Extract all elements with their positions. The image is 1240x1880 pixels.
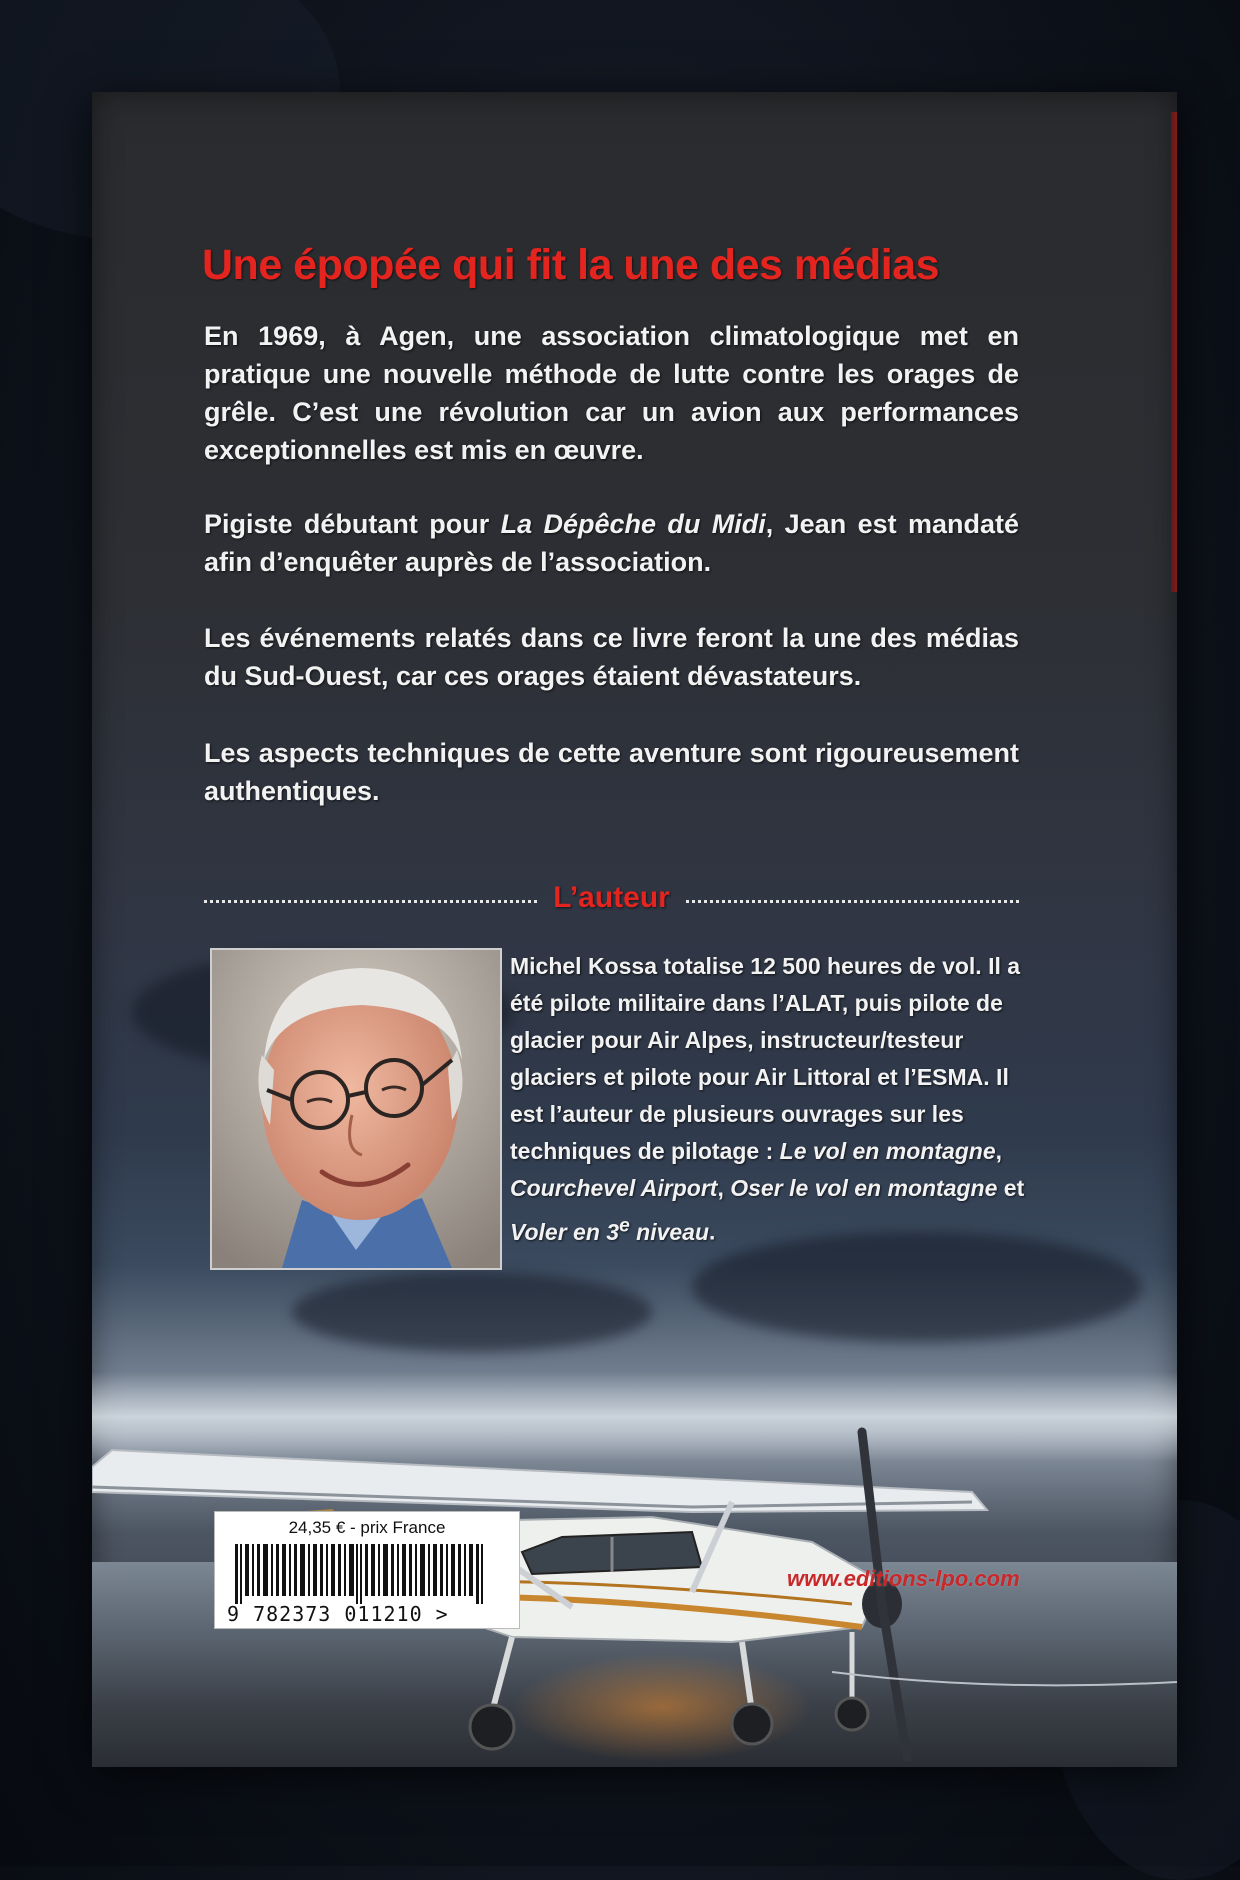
storm-cloud (292, 1272, 652, 1352)
paragraph-text: Pigiste débutant pour (204, 509, 501, 539)
author-section-title: L’auteur (553, 881, 670, 914)
book-title-superscript: e (619, 1215, 630, 1236)
spine-edge (1171, 112, 1177, 592)
price-label: 24,35 € - prix France (288, 1518, 446, 1537)
technical-paragraph: Les aspects techniques de cette aventure sont rigoureusement authentiques. (204, 738, 1019, 806)
dotted-rule (204, 900, 537, 903)
author-section-divider (204, 878, 1019, 918)
headline: Une épopée qui fit la une des médias (202, 240, 940, 289)
publisher-website: www.editions-lpo.com (787, 1566, 1020, 1591)
barcode-sticker (214, 1511, 520, 1629)
paragraph-text: , Jean est mandaté afin d’enquêter auprès de l’association. (204, 509, 1019, 577)
barcode-icon (235, 1544, 485, 1604)
events-paragraph: Les événements relatés dans ce livre feront la une des médias du Sud-Ouest, car ces orages étaient dévastateurs. (204, 623, 1019, 691)
book-title: Le vol en montagne (779, 1138, 996, 1164)
bio-end: . (709, 1218, 716, 1245)
author-biography (510, 948, 1030, 1251)
bio-separator: , (717, 1175, 731, 1201)
book-back-cover (92, 92, 1177, 1767)
book-title: Oser le vol en montagne (730, 1175, 998, 1201)
book-title: Courchevel Airport (510, 1175, 718, 1201)
book-title-text: Voler en 3 (510, 1218, 620, 1245)
dotted-rule (686, 900, 1019, 903)
book-title (510, 1215, 710, 1245)
journalist-paragraph (204, 505, 1019, 581)
bio-text: Michel Kossa totalise 12 500 heures de vol. Il a été pilote militaire dans l’ALAT, puis pilote de glacier pour Air Alpes, instructeur/testeur glaciers et pilote pour Air Littoral et l’ESMA. Il est l’auteur de plusieurs ouvrages sur les techniques de pilotage : (510, 953, 1021, 1164)
author-photo (210, 948, 502, 1270)
intro-paragraph: En 1969, à Agen, une association climatologique met en pratique une nouvelle méthode de lutte contre les orages de grêle. C’est une révolution car un avion aux performances exceptionnelles est mis en œuvre. (204, 321, 1019, 465)
bio-separator: et (997, 1175, 1025, 1201)
isbn-number: 9 782373 011210 > (227, 1602, 449, 1626)
bio-separator: , (995, 1138, 1003, 1164)
book-title-text: niveau (629, 1218, 710, 1245)
newspaper-title: La Dépêche du Midi (500, 509, 766, 539)
